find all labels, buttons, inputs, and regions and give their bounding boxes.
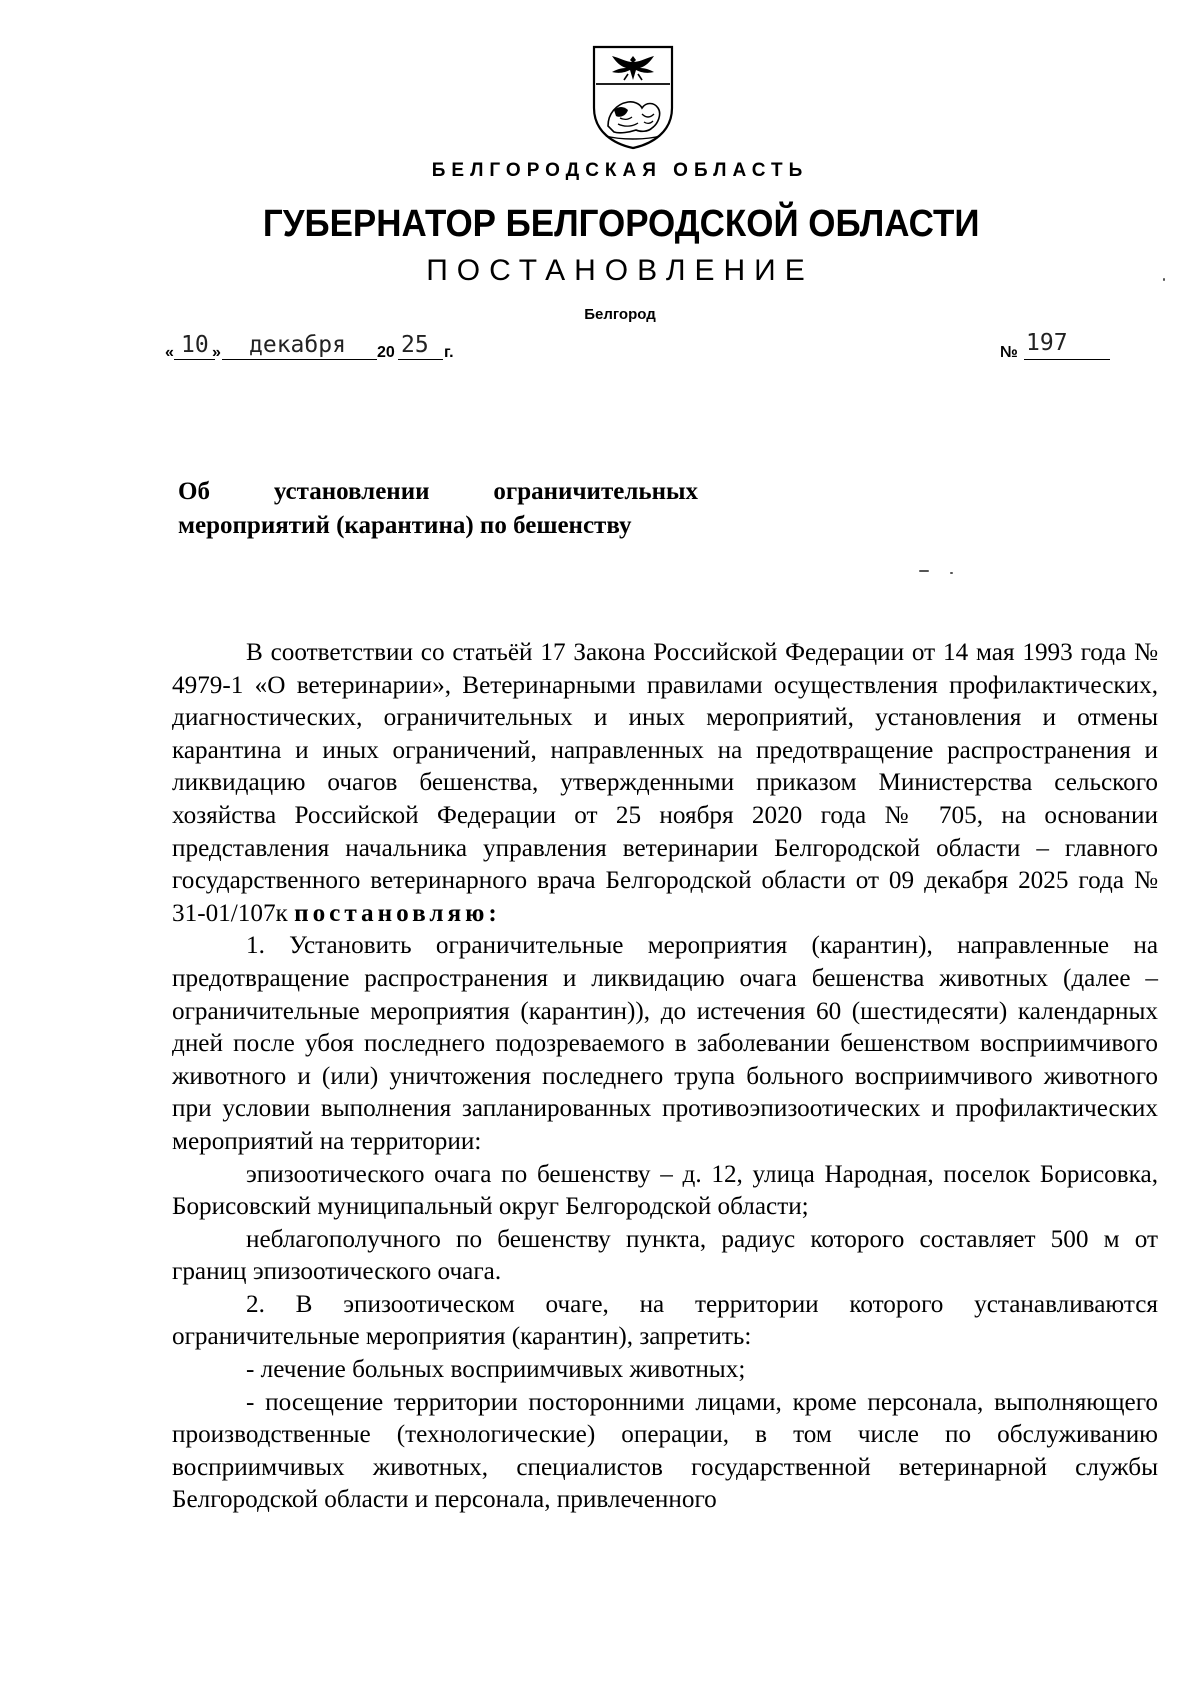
clause-1-area: неблагополучного по бешенству пункта, радиус которого составляет 500 м от границ эпизоотического очага. [172,1225,1158,1286]
date-year-suffix: 25 [401,332,429,358]
date-open-quote: « [165,344,174,361]
date-day: 10 [181,332,209,358]
coat-of-arms-icon [590,44,676,150]
clause-2-item-2: - посещение территории посторонними лицами, кроме персонала, выполняющего производственные (технологические) операции, в том числе по обслуживанию восприимчивых животных, специалистов государственной ветеринарной службы Белгородской области и персонала, привлеченного [172,1388,1158,1514]
clause-2: 2. В эпизоотическом очаге, на территории которого устанавливаются ограничительные мероприятия (карантин), запретить: [172,1290,1158,1351]
date-year-label: г. [444,344,454,361]
document-body [172,637,1158,1517]
document-type-heading: ПОСТАНОВЛЕНИЕ [426,254,814,287]
authority-heading: ГУБЕРНАТОР БЕЛГОРОДСКОЙ ОБЛАСТИ [262,203,980,245]
document-subject [178,475,698,543]
number-sign: № [1000,344,1018,361]
subject-line-1 [178,475,698,509]
clause-2-item-1: - лечение больных восприимчивых животных; [246,1356,746,1384]
subject-line-2: мероприятий (карантина) по бешенству [178,512,632,539]
scan-speck [950,572,953,574]
decree-date [165,332,465,362]
clause-1-focus: эпизоотического очага по бешенству – д. 12, улица Народная, поселок Борисовка, Борисовский муниципальный округ Белгородской области; [172,1160,1158,1221]
clause-1: 1. Установить ограничительные мероприятия (карантин), направленные на предотвращение распространения и ликвидацию очага бешенства животных (далее – ограничительные мероприятия (карантин)), до истечения 60 (шестидесяти) календарных дней после убоя последнего подозреваемого в заболевании бешенством восприимчивого животного и (или) уничтожения последнего трупа больного восприимчивого животного при условии выполнения запланированных противоэпизоотических и профилактических мероприятий на территории: [172,932,1158,1155]
scan-speck [919,570,929,572]
region-heading: БЕЛГОРОДСКАЯ ОБЛАСТЬ [431,160,809,181]
number-underline [1024,359,1110,360]
city-label: Белгород [584,306,656,323]
subject-word: установлении [273,478,430,505]
number-value: 197 [1026,330,1068,356]
decree-number [1000,330,1110,360]
year-underline [398,359,443,360]
scan-speck [1163,278,1165,281]
subject-word: Об [178,478,210,505]
month-underline [222,359,377,360]
date-close-quote: » [212,344,221,361]
date-year-prefix: 20 [377,344,395,361]
subject-word: ограничительных [493,478,698,505]
resolve-word: постановляю: [294,899,501,927]
day-underline [174,359,215,360]
date-month: декабря [249,332,346,358]
preamble-paragraph [172,637,1158,930]
preamble-text: В соответствии со статьёй 17 Закона Российской Федерации от 14 мая 1993 года № 4979-1 «О ветеринарии», Ветеринарными правилами осуществления профилактических, диагностических, ограничительных и иных мероприятий, установления и отмены карантина и иных ограничений, направленных на предотвращение распространения и ликвидацию очагов бешенства, утвержденными приказом Министерства сельского хозяйства Российской Федерации от 25 ноября 2020 года № 705, на основании представления начальника управления ветеринарии Белгородской области – главного государственного ветеринарного врача Белгородской области от 09 декабря 2025 года № 31-01/107к [172,639,1158,927]
